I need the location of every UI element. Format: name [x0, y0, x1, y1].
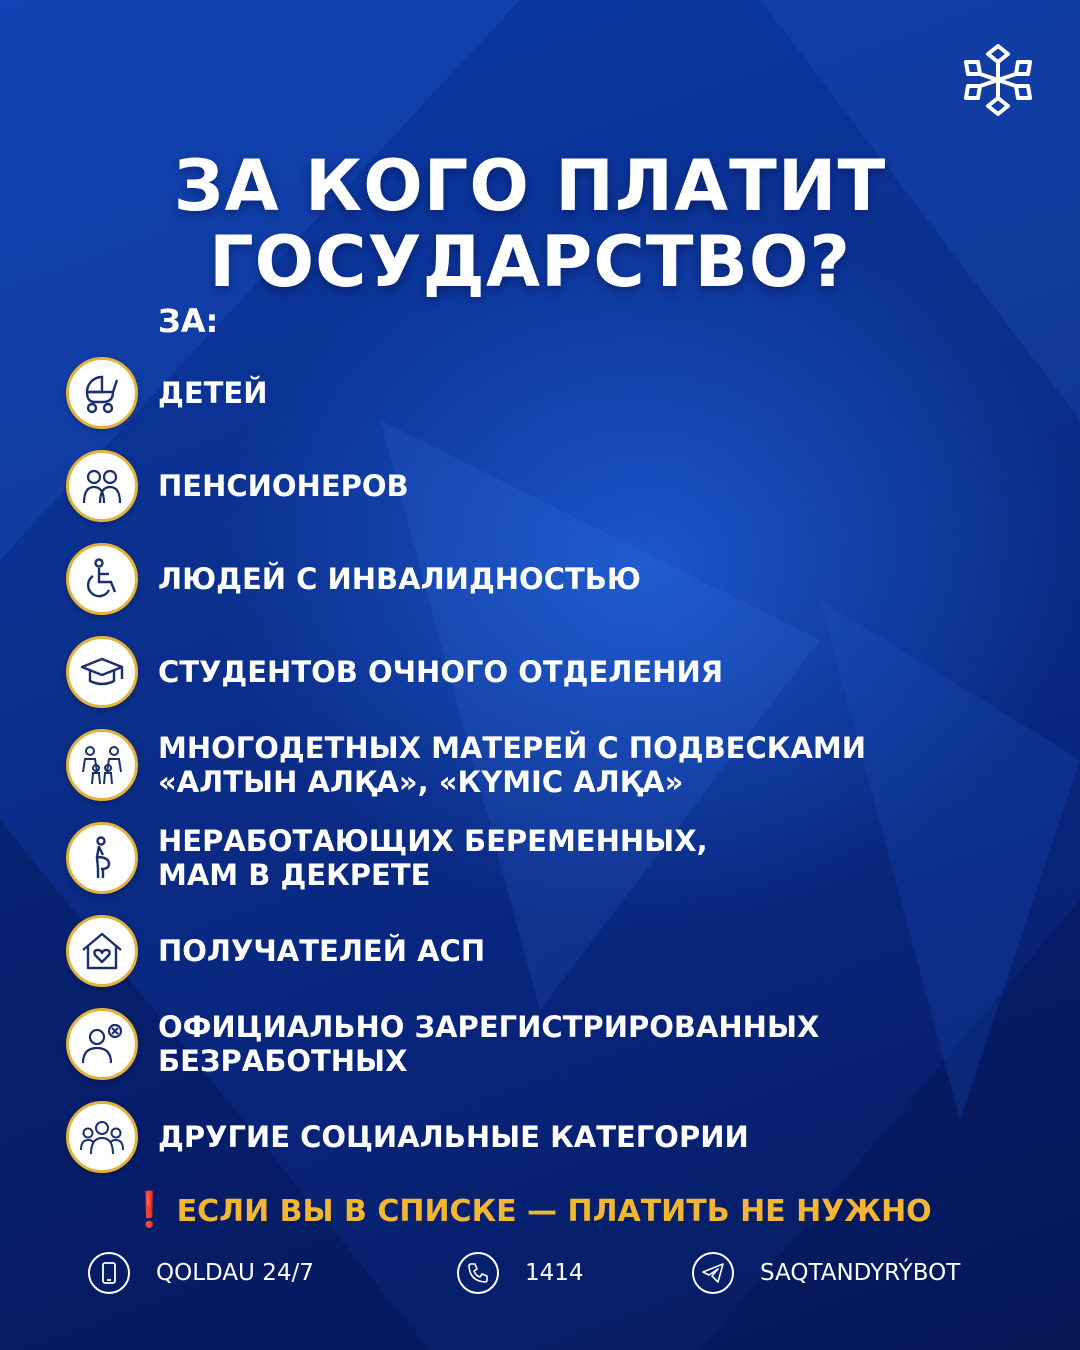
logo — [958, 40, 1038, 120]
house-heart-icon — [79, 928, 125, 974]
contact-label: SAQTANDYRÝBOT — [760, 1260, 961, 1286]
stroller-icon — [79, 370, 125, 416]
contact-phone[interactable] — [457, 1248, 584, 1298]
icon-badge — [66, 357, 138, 429]
item-label-continued: «АЛТЫН АЛҚА», «КҮМІС АЛҚА» — [158, 765, 684, 799]
list-item-asp-recipients — [66, 915, 1046, 989]
icon-badge — [66, 822, 138, 894]
notice-banner — [0, 1190, 1060, 1230]
item-label: ПЕНСИОНЕРОВ — [158, 469, 409, 503]
icon-badge — [66, 1008, 138, 1080]
icon-badge — [66, 1101, 138, 1173]
list-item-students — [66, 636, 1046, 710]
item-label: ДРУГИЕ СОЦИАЛЬНЫЕ КАТЕГОРИИ — [158, 1120, 749, 1154]
contact-qoldau[interactable] — [88, 1248, 314, 1298]
page-title — [0, 145, 1060, 303]
pregnant-woman-icon — [79, 835, 125, 881]
list-item-large-families — [66, 729, 1046, 803]
item-label: СТУДЕНТОВ ОЧНОГО ОТДЕЛЕНИЯ — [158, 655, 724, 689]
telegram-icon — [692, 1252, 734, 1294]
list-item-children — [66, 357, 1046, 431]
item-label-continued: БЕЗРАБОТНЫХ — [158, 1044, 408, 1078]
contact-telegram[interactable] — [692, 1248, 960, 1298]
snowflake-logo-icon — [958, 40, 1038, 120]
item-label: ДЕТЕЙ — [158, 376, 268, 410]
list-item-other-categories — [66, 1101, 1046, 1175]
footer-contacts — [0, 1248, 1080, 1298]
item-label: ЛЮДЕЙ С ИНВАЛИДНОСТЬЮ — [158, 562, 641, 596]
item-label: НЕРАБОТАЮЩИХ БЕРЕМЕННЫХ, — [158, 824, 708, 858]
list-item-pensioners — [66, 450, 1046, 524]
smartphone-icon — [88, 1252, 130, 1294]
icon-badge — [66, 450, 138, 522]
contact-label: 1414 — [525, 1260, 584, 1286]
item-label-continued: МАМ В ДЕКРЕТЕ — [158, 858, 431, 892]
contact-label: QOLDAU 24/7 — [156, 1260, 314, 1286]
list-intro: ЗА: — [158, 302, 219, 340]
list-item-unemployed — [66, 1008, 1046, 1082]
icon-badge — [66, 729, 138, 801]
icon-badge — [66, 915, 138, 987]
item-label: МНОГОДЕТНЫХ МАТЕРЕЙ С ПОДВЕСКАМИ — [158, 731, 867, 765]
wheelchair-icon — [79, 556, 125, 602]
icon-badge — [66, 543, 138, 615]
notice-text: ЕСЛИ ВЫ В СПИСКЕ — ПЛАТИТЬ НЕ НУЖНО — [176, 1194, 932, 1229]
list-item-disability — [66, 543, 1046, 617]
title-line-1: ЗА КОГО ПЛАТИТ — [173, 145, 887, 227]
exclamation-icon: ❗ — [128, 1190, 171, 1230]
large-family-icon — [79, 742, 125, 788]
social-group-icon — [79, 1114, 125, 1160]
title-line-2: ГОСУДАРСТВО? — [209, 221, 851, 303]
item-label: ОФИЦИАЛЬНО ЗАРЕГИСТРИРОВАННЫХ — [158, 1010, 820, 1044]
graduation-cap-icon — [79, 649, 125, 695]
unemployed-person-icon — [79, 1021, 125, 1067]
elderly-couple-icon — [79, 463, 125, 509]
icon-badge — [66, 636, 138, 708]
item-label: ПОЛУЧАТЕЛЕЙ АСП — [158, 934, 486, 968]
list-item-pregnant — [66, 822, 1046, 896]
phone-icon — [457, 1252, 499, 1294]
